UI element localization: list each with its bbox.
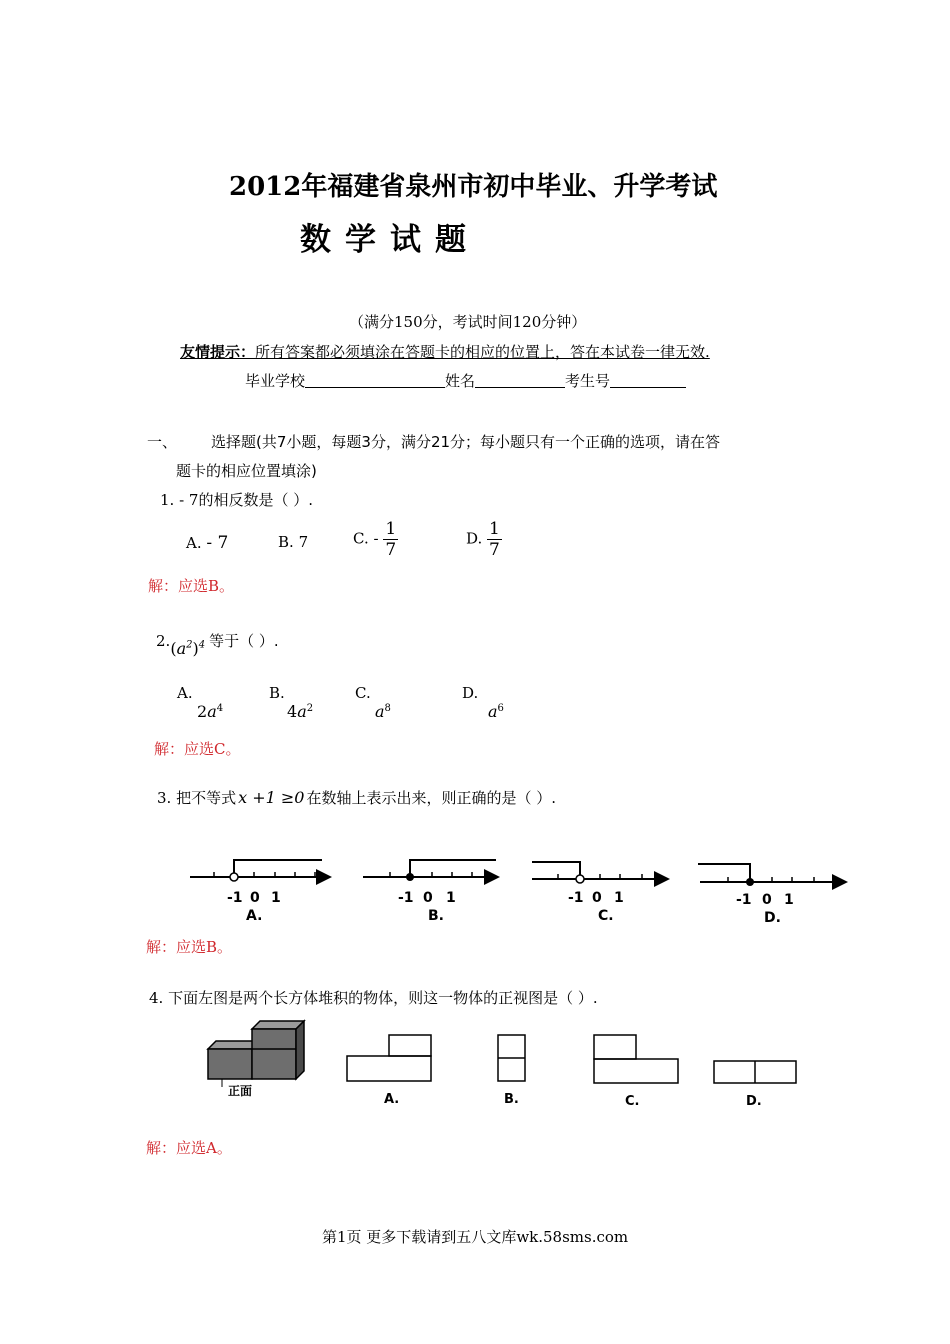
page-subtitle: 数学试题 [300, 222, 480, 258]
q3-c-label: C. [598, 908, 614, 924]
q2-option-d [462, 684, 504, 721]
q2-stem [156, 630, 279, 658]
name-blank[interactable] [475, 373, 565, 388]
q3-b-tick-neg1: -1 [398, 890, 414, 906]
q4-diagrams [200, 1015, 810, 1115]
q2-option-c [355, 684, 391, 721]
q1-d-denominator: 7 [489, 540, 500, 560]
number-label: 考生号 [565, 372, 611, 390]
q3-number-lines [180, 850, 860, 926]
q3-option-b-diagram [363, 860, 498, 924]
q3-a-tick-1: 1 [271, 890, 281, 906]
q2-d-exp: 6 [497, 703, 504, 714]
q4-stem: 4. 下面左图是两个长方体堆积的物体，则这一物体的正视图是（ ）. [149, 989, 598, 1007]
q3-c-tick-1: 1 [614, 890, 624, 906]
q1-stem [160, 489, 313, 510]
q2-number: 2. [156, 632, 171, 650]
q2-option-b [269, 684, 313, 721]
q3-inequality: x +1 ≥0 [238, 788, 305, 807]
section-heading-cont: 题卡的相应位置填涂) [176, 462, 317, 480]
q4-stacked-boxes [208, 1021, 304, 1098]
q3-a-label: A. [246, 908, 263, 924]
q3-c-tick-0: 0 [592, 890, 602, 906]
q2-inner-exp: 2 [186, 639, 193, 651]
q2-text: 等于（ ）. [209, 632, 279, 650]
q4-b-label: B. [504, 1092, 519, 1107]
q1-value: - 7 [179, 491, 199, 509]
q3-post: 在数轴上表示出来，则正确的是（ ）. [306, 789, 557, 807]
q1-c-sign: - [373, 529, 379, 548]
q1-c-numerator: 1 [385, 519, 397, 539]
q3-b-label: B. [428, 908, 444, 924]
q2-a-exp: 4 [216, 703, 224, 714]
page-title: 2012年福建省泉州市初中毕业、升学考试 [229, 172, 718, 202]
page-footer: 第1页 更多下载请到五八文库wk.58sms.com [322, 1228, 629, 1246]
q4-option-c-diagram [594, 1035, 678, 1083]
q1-d-label: D. [466, 529, 483, 548]
q3-pre: 3. 把不等式 [157, 789, 237, 807]
q1-d-numerator: 1 [489, 519, 500, 539]
q2-answer: 解：应选C。 [154, 740, 241, 758]
q2-option-a [177, 684, 223, 721]
school-blank[interactable] [305, 373, 445, 388]
q4-front-label: 正面 [228, 1084, 253, 1098]
q3-d-label: D. [764, 910, 781, 926]
number-blank[interactable] [610, 373, 686, 388]
q4-a-label: A. [384, 1092, 400, 1107]
section-number: 一、 [147, 433, 178, 451]
q1-answer: 解：应选B。 [148, 577, 235, 595]
q1-option-a [186, 533, 228, 553]
q2-c-label: C. [355, 684, 371, 702]
q3-d-tick-0: 0 [762, 892, 772, 908]
tip-label: 友情提示： [180, 343, 256, 361]
q4-c-label: C. [625, 1094, 640, 1109]
q3-option-a-diagram [190, 860, 330, 924]
q1-d-fraction [487, 519, 502, 560]
q1-option-c [353, 519, 398, 560]
q2-d-base: a [488, 702, 498, 721]
q1-option-b [278, 533, 308, 551]
q3-option-c-diagram [532, 862, 668, 924]
q1-number: 1. [160, 491, 175, 509]
q4-answer: 解：应选A。 [146, 1139, 232, 1157]
friendly-tip [180, 341, 710, 362]
q3-d-tick-1: 1 [784, 892, 794, 908]
q3-option-d-diagram [698, 864, 846, 926]
q3-d-tick-neg1: -1 [736, 892, 752, 908]
q4-d-label: D. [746, 1094, 762, 1109]
q2-a-label: A. [177, 684, 193, 702]
q4-option-b-diagram [498, 1035, 525, 1081]
q3-answer: 解：应选B。 [146, 938, 233, 956]
q1-a-label: A. [186, 534, 202, 552]
q2-a-coef: 2 [197, 702, 208, 721]
q2-outer-exp: 4 [198, 639, 206, 651]
student-fields [245, 370, 686, 391]
q1-c-denominator: 7 [385, 540, 397, 560]
q3-c-tick-neg1: -1 [568, 890, 584, 906]
q2-expression: $(a^2)^4$ [170, 639, 206, 658]
name-label: 姓名 [445, 372, 476, 390]
school-label: 毕业学校 [245, 372, 306, 390]
q1-a-value: - 7 [206, 533, 229, 553]
q1-c-label: C. [353, 529, 369, 548]
q2-base: a [176, 639, 187, 658]
q4-option-a-diagram [347, 1035, 431, 1081]
tip-text: 所有答案都必须填涂在答题卡的相应的位置上，答在本试卷一律无效. [255, 343, 710, 361]
q3-stem [157, 787, 556, 808]
q1-c-fraction [383, 519, 398, 560]
score-time-note: （满分150分，考试时间120分钟） [349, 313, 587, 331]
q3-a-tick-neg1: -1 [227, 890, 243, 906]
q1-b-label: B. [278, 533, 294, 551]
q4-option-d-diagram [714, 1061, 796, 1083]
q2-b-base: a [297, 702, 307, 721]
section-heading: 选择题(共7小题，每题3分，满分21分；每小题只有一个正确的选项，请在答 [211, 433, 721, 451]
q1-b-value: 7 [298, 533, 309, 551]
q3-b-tick-0: 0 [423, 890, 433, 906]
q2-b-coef: 4 [287, 702, 298, 721]
q1-text: 的相反数是（ ）. [198, 491, 314, 509]
q3-a-tick-0: 0 [250, 890, 260, 906]
q2-b-label: B. [269, 684, 285, 702]
q2-c-exp: 8 [384, 703, 391, 714]
q2-d-label: D. [462, 684, 479, 702]
q1-option-d [466, 519, 502, 560]
q2-b-exp: 2 [306, 703, 314, 714]
q3-b-tick-1: 1 [446, 890, 456, 906]
q2-c-base: a [375, 702, 385, 721]
q2-a-base: a [207, 702, 217, 721]
